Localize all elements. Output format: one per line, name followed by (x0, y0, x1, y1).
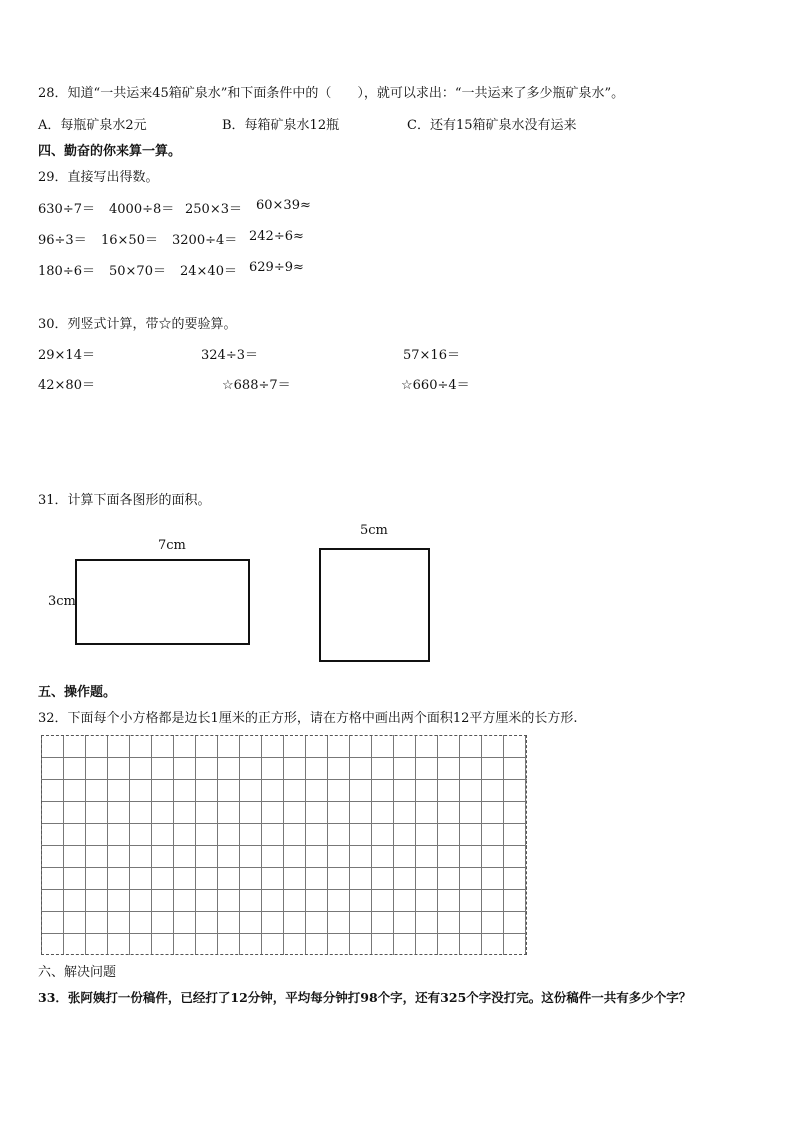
q30-item: ☆660÷4＝ (401, 378, 470, 393)
section-6-heading: 六、解决问题 (38, 965, 117, 980)
question-30-stem: 30．列竖式计算，带☆的要验算。 (38, 317, 237, 332)
q30-item: 29×14＝ (38, 348, 95, 363)
q29-item: 4000÷8＝ (109, 202, 175, 217)
square-figure (319, 548, 430, 662)
question-32-stem: 32．下面每个小方格都是边长1厘米的正方形，请在方格中画出两个面积12平方厘米的长方形. (38, 711, 578, 726)
q29-item: 250×3＝ (185, 202, 242, 217)
q29-item: 3200÷4＝ (172, 233, 238, 248)
q29-item: 60×39≈ (256, 198, 311, 213)
rectangle-figure (75, 559, 250, 645)
q28-option-c: C．还有15箱矿泉水没有运来 (407, 118, 577, 133)
q30-item: 42×80＝ (38, 378, 95, 393)
question-28-stem: 28．知道“一共运来45箱矿泉水”和下面条件中的（ ），就可以求出：“一共运来了多少瓶矿泉水”。 (38, 86, 625, 101)
rectangle-height-label: 3cm (48, 594, 76, 609)
q29-item: 24×40＝ (180, 264, 237, 279)
q29-item: 242÷6≈ (249, 229, 304, 244)
question-33-stem: 33．张阿姨打一份稿件，已经打了12分钟，平均每分钟打98个字，还有325个字没打完。这份稿件一共有多少个字？ (38, 990, 692, 1005)
section-5-heading: 五、操作题。 (38, 685, 117, 700)
rectangle-width-label: 7cm (158, 538, 186, 553)
question-31-stem: 31．计算下面各图形的面积。 (38, 493, 211, 508)
q29-item: 96÷3＝ (38, 233, 87, 248)
q29-item: 16×50＝ (101, 233, 158, 248)
q30-item: 324÷3＝ (201, 348, 258, 363)
q28-option-a: A．每瓶矿泉水2元 (38, 118, 147, 133)
square-side-label: 5cm (360, 523, 388, 538)
q29-item: 50×70＝ (109, 264, 166, 279)
section-4-heading: 四、勤奋的你来算一算。 (38, 144, 182, 159)
q29-item: 180÷6＝ (38, 264, 95, 279)
question-29-stem: 29．直接写出得数。 (38, 170, 159, 185)
drawing-grid[interactable] (41, 735, 527, 955)
q28-option-b: B．每箱矿泉水12瓶 (222, 118, 340, 133)
q30-item: ☆688÷7＝ (222, 378, 291, 393)
q29-item: 630÷7＝ (38, 202, 95, 217)
q29-item: 629÷9≈ (249, 260, 304, 275)
q30-item: 57×16＝ (403, 348, 460, 363)
